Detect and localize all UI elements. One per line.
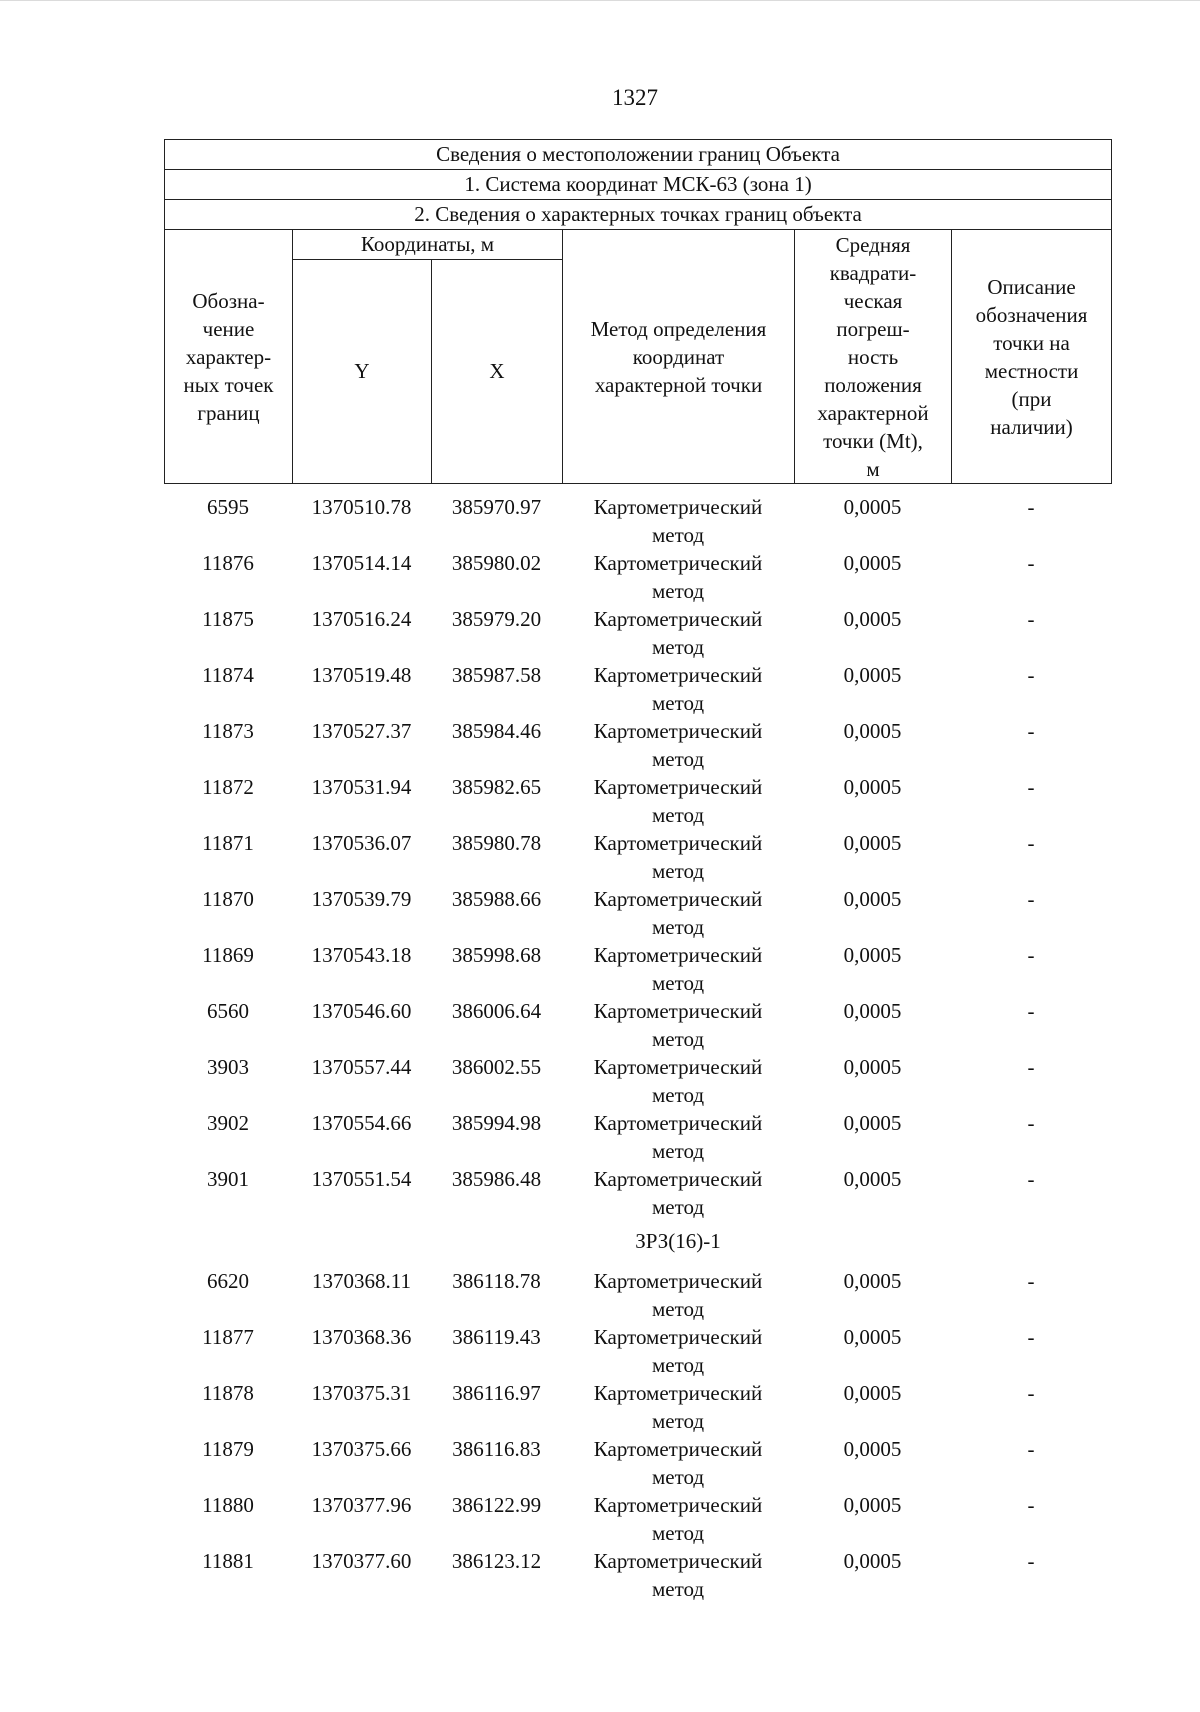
point-description: - (1027, 943, 1035, 967)
coordinate-system: 1. Система координат МСК-63 (зона 1) (165, 170, 1112, 200)
point-description: - (1027, 1111, 1035, 1135)
mean-square-error: 0,0005 (843, 831, 902, 855)
table-row (164, 605, 1111, 661)
table-row (164, 997, 1111, 1053)
coord-x: 386118.78 (452, 1269, 541, 1293)
header-description: Описание обозначения точки на местности (при наличии) (952, 230, 1112, 484)
section-row (164, 1221, 1111, 1267)
coord-x: 385980.02 (451, 551, 542, 575)
coord-x: 386119.43 (452, 1325, 541, 1349)
coord-y: 1370368.11 (312, 1269, 411, 1293)
method: Картометрический метод (593, 1269, 763, 1321)
point-id: 11873 (202, 719, 254, 743)
coord-x: 386116.97 (452, 1381, 541, 1405)
table-title: Сведения о местоположении границ Объекта (165, 140, 1112, 170)
point-id: 11879 (202, 1437, 254, 1461)
coord-y: 1370516.24 (311, 607, 412, 631)
method: Картометрический метод (593, 1549, 763, 1601)
section-label: ЗРЗ(16)-1 (635, 1229, 721, 1253)
point-id: 11872 (202, 775, 254, 799)
table-row (164, 1053, 1111, 1109)
coord-y: 1370377.96 (311, 1493, 412, 1517)
table-row (164, 773, 1111, 829)
coord-y: 1370546.60 (311, 999, 412, 1023)
point-description: - (1027, 1269, 1035, 1293)
coord-x: 386123.12 (451, 1549, 542, 1573)
coord-y: 1370368.36 (311, 1325, 412, 1349)
point-description: - (1027, 1437, 1035, 1461)
coord-x: 385986.48 (451, 1167, 542, 1191)
coord-y: 1370539.79 (311, 887, 412, 911)
points-table-body (164, 493, 1111, 1603)
mean-square-error: 0,0005 (843, 1111, 902, 1135)
point-id: 3901 (207, 1167, 249, 1191)
mean-square-error: 0,0005 (843, 999, 902, 1023)
method: Картометрический метод (593, 1493, 763, 1545)
coord-x: 386006.64 (451, 999, 542, 1023)
method: Картометрический метод (593, 887, 763, 939)
coord-y: 1370551.54 (311, 1167, 412, 1191)
coord-y: 1370557.44 (311, 1055, 412, 1079)
header-designation: Обозна- чение характер- ных точек границ (165, 230, 293, 484)
method: Картометрический метод (593, 831, 763, 883)
method: Картометрический метод (593, 999, 763, 1051)
table-row (164, 1379, 1111, 1435)
coord-y: 1370375.66 (311, 1437, 412, 1461)
header-method: Метод определения координат характерной точки (563, 230, 795, 484)
mean-square-error: 0,0005 (843, 607, 902, 631)
point-id: 11878 (202, 1381, 254, 1405)
point-id: 11875 (202, 607, 254, 631)
method: Картометрический метод (593, 1325, 763, 1377)
point-id: 11874 (202, 663, 254, 687)
table-row (164, 885, 1111, 941)
point-description: - (1027, 1549, 1035, 1573)
point-id: 11869 (202, 943, 254, 967)
point-description: - (1027, 663, 1035, 687)
point-description: - (1027, 1493, 1035, 1517)
point-description: - (1027, 1381, 1035, 1405)
method: Картометрический метод (593, 551, 763, 603)
method: Картометрический метод (593, 943, 763, 995)
point-id: 11870 (202, 887, 254, 911)
coord-x: 385984.46 (451, 719, 542, 743)
point-id: 11871 (202, 831, 254, 855)
points-table (164, 493, 1111, 1603)
page-number: 1327 (612, 85, 658, 110)
point-id: 6620 (207, 1269, 249, 1293)
coord-x: 385980.78 (451, 831, 542, 855)
mean-square-error: 0,0005 (843, 1549, 902, 1573)
point-description: - (1027, 1325, 1035, 1349)
mean-square-error: 0,0005 (843, 1493, 902, 1517)
table-row (164, 941, 1111, 997)
point-description: - (1027, 495, 1035, 519)
mean-square-error: 0,0005 (843, 1325, 902, 1349)
point-id: 3903 (207, 1055, 249, 1079)
point-description: - (1027, 1167, 1035, 1191)
coord-x: 385982.65 (451, 775, 542, 799)
header-x: X (432, 260, 563, 484)
method: Картометрический метод (593, 1437, 763, 1489)
coord-x: 386122.99 (451, 1493, 542, 1517)
point-id: 11881 (202, 1549, 254, 1573)
table-row (164, 1435, 1111, 1491)
header-y: Y (293, 260, 432, 484)
point-id: 11880 (202, 1493, 254, 1517)
coord-x: 386116.83 (452, 1437, 541, 1461)
point-description: - (1027, 719, 1035, 743)
method: Картометрический метод (593, 1381, 763, 1433)
coord-y: 1370536.07 (311, 831, 412, 855)
coord-x: 385998.68 (451, 943, 542, 967)
coord-x: 385987.58 (451, 663, 542, 687)
coord-y: 1370514.14 (311, 551, 412, 575)
table-row (164, 829, 1111, 885)
point-description: - (1027, 551, 1035, 575)
point-description: - (1027, 1055, 1035, 1079)
header-coordinates: Координаты, м (293, 230, 563, 260)
scan-edge (0, 0, 1200, 4)
mean-square-error: 0,0005 (843, 551, 902, 575)
mean-square-error: 0,0005 (843, 887, 902, 911)
table-row (164, 1547, 1111, 1603)
method: Картометрический метод (593, 775, 763, 827)
coord-y: 1370554.66 (311, 1111, 412, 1135)
point-id: 11876 (202, 551, 254, 575)
coord-x: 386002.55 (451, 1055, 542, 1079)
mean-square-error: 0,0005 (843, 1269, 902, 1293)
method: Картометрический метод (593, 663, 763, 715)
table-row (164, 661, 1111, 717)
coord-y: 1370377.60 (311, 1549, 412, 1573)
coord-x: 385970.97 (451, 495, 542, 519)
coord-y: 1370531.94 (311, 775, 412, 799)
coord-y: 1370510.78 (311, 495, 412, 519)
coord-y: 1370527.37 (311, 719, 412, 743)
coord-y: 1370375.31 (311, 1381, 412, 1405)
point-id: 3902 (207, 1111, 249, 1135)
header-table (164, 139, 1112, 484)
table-subtitle: 2. Сведения о характерных точках границ объекта (165, 200, 1112, 230)
point-id: 6560 (207, 999, 249, 1023)
mean-square-error: 0,0005 (843, 1437, 902, 1461)
point-description: - (1027, 999, 1035, 1023)
mean-square-error: 0,0005 (843, 495, 902, 519)
coord-x: 385979.20 (451, 607, 542, 631)
table-row (164, 717, 1111, 773)
mean-square-error: 0,0005 (843, 1167, 902, 1191)
mean-square-error: 0,0005 (843, 663, 902, 687)
mean-square-error: 0,0005 (843, 1381, 902, 1405)
table-row (164, 549, 1111, 605)
coord-x: 385988.66 (451, 887, 542, 911)
point-description: - (1027, 775, 1035, 799)
table-row (164, 1491, 1111, 1547)
point-description: - (1027, 607, 1035, 631)
header-error: Средняя квадрати- ческая погреш- ность положения характерной точки (Mt), м (795, 230, 952, 484)
method: Картометрический метод (593, 1055, 763, 1107)
coord-x: 385994.98 (451, 1111, 542, 1135)
table-row (164, 493, 1111, 549)
mean-square-error: 0,0005 (843, 1055, 902, 1079)
point-description: - (1027, 831, 1035, 855)
coord-y: 1370543.18 (311, 943, 412, 967)
table-row (164, 1109, 1111, 1165)
method: Картометрический метод (593, 495, 763, 547)
method: Картометрический метод (593, 607, 763, 659)
mean-square-error: 0,0005 (843, 775, 902, 799)
table-row (164, 1267, 1111, 1323)
point-description: - (1027, 887, 1035, 911)
mean-square-error: 0,0005 (843, 719, 902, 743)
table-row (164, 1165, 1111, 1221)
method: Картометрический метод (593, 1111, 763, 1163)
point-id: 6595 (207, 495, 249, 519)
table-row (164, 1323, 1111, 1379)
method: Картометрический метод (593, 719, 763, 771)
mean-square-error: 0,0005 (843, 943, 902, 967)
point-id: 11877 (202, 1325, 254, 1349)
method: Картометрический метод (593, 1167, 763, 1219)
coord-y: 1370519.48 (311, 663, 412, 687)
